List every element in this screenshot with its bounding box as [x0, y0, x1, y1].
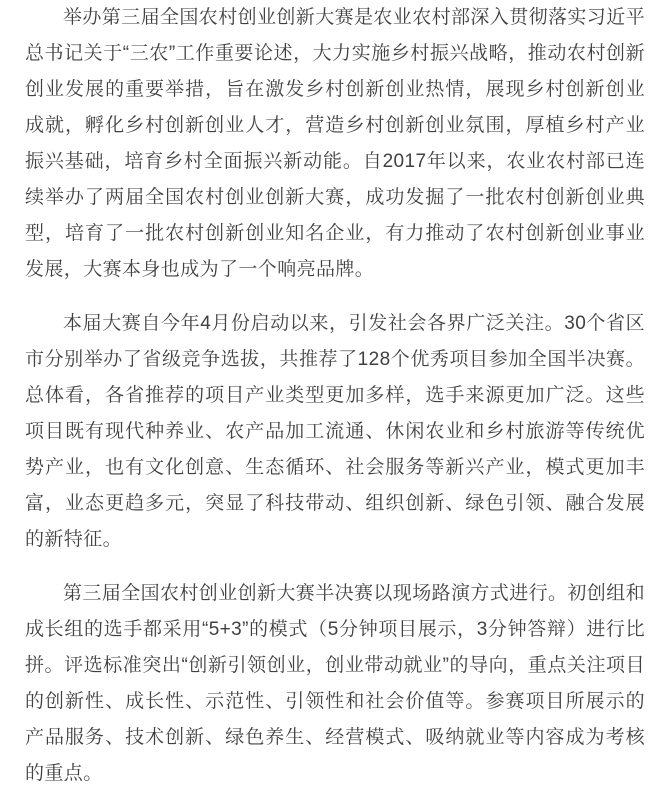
article-paragraph-1: 举办第三届全国农村创业创新大赛是农业农村部深入贯彻落实习近平总书记关于“三农”工作重要论述，大力实施乡村振兴战略，推动农村创新创业发展的重要举措，旨在激发乡村创新创业热情，展现乡村创新创业成就，孵化乡村创新创业人才，营造乡村创新创业氛围，厚植乡村产业振兴基础，培育乡村全面振兴新动能。自2017年以来，农业农村部已连续举办了两届全国农村创业创新大赛，成功发掘了一批农村创新创业典型，培育了一批农村创新创业知名企业，有力推动了农村创新创业事业发展，大赛本身也成为了一个响亮品牌。: [25, 7, 646, 280]
article-paragraph-2: 本届大赛自今年4月份启动以来，引发社会各界广泛关注。30个省区市分别举办了省级竞争选拔，共推荐了128个优秀项目参加全国半决赛。总体看，各省推荐的项目产业类型更加多样，选手来源更加广泛。这些项目既有现代种养业、农产品加工流通、休闲农业和乡村旅游等传统优势产业，也有文化创意、生态循环、社会服务等新兴产业，模式更加丰富，业态更趋多元，突显了科技带动、组织创新、绿色引领、融合发展的新特征。: [25, 313, 645, 550]
article-paragraph-3: 第三届全国农村创业创新大赛半决赛以现场路演方式进行。初创组和成长组的选手都采用“5+3”的模式（5分钟项目展示，3分钟答辩）进行比拼。评选标准突出“创新引领创业，创业带动就业”的导向，重点关注项目的创新性、成长性、示范性、引领性和社会价值等。参赛项目所展示的产品服务、技术创新、绿色养生、经营模式、吸纳就业等内容成为考核的重点。: [25, 583, 646, 784]
